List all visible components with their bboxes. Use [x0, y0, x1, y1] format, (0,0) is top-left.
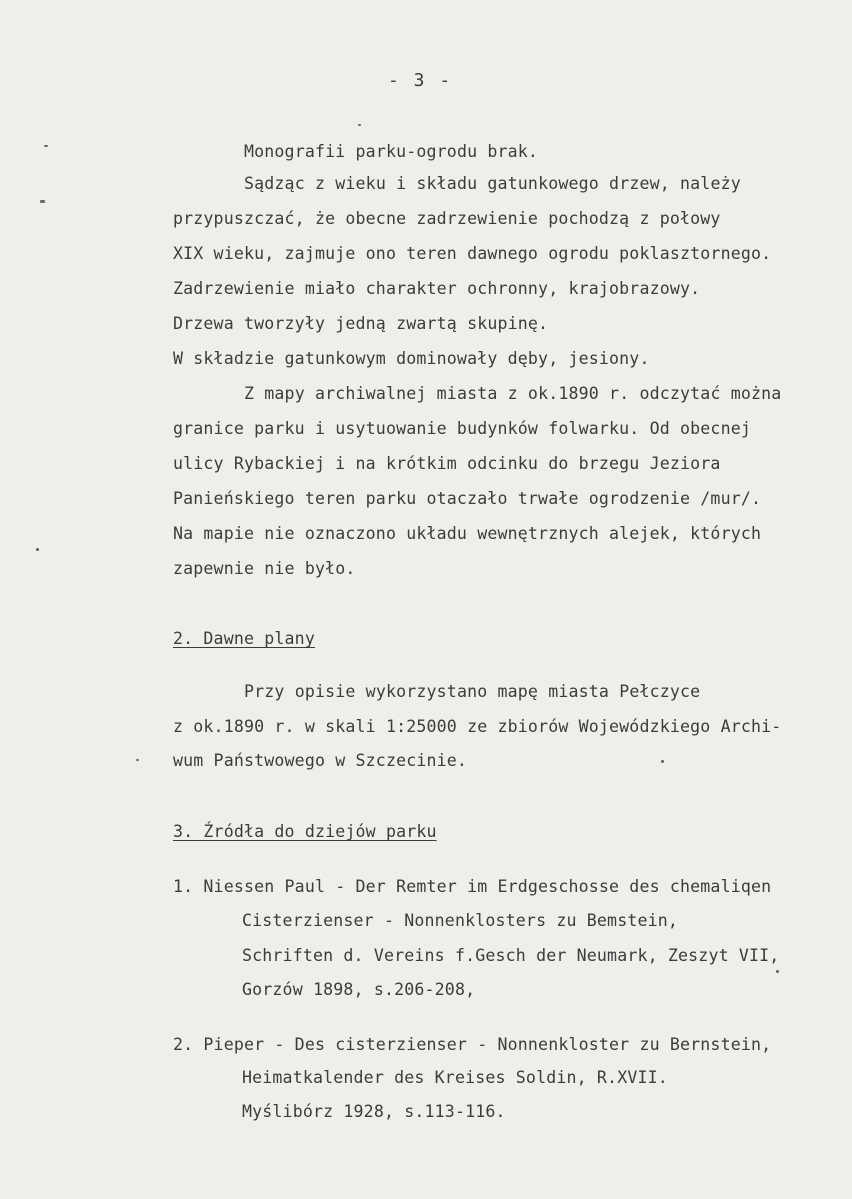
intro-line: Zadrzewienie miało charakter ochronny, krajobrazowy.: [173, 279, 701, 298]
bibliography-line: Heimatkalender des Kreises Soldin, R.XVII.: [242, 1068, 668, 1087]
intro-line: W składzie gatunkowym dominowały dęby, jesiony.: [173, 349, 650, 368]
margin-mark: [661, 760, 664, 763]
section2-line: z ok.1890 r. w skali 1:25000 ze zbiorów Wojewódzkiego Archi-: [173, 717, 782, 736]
page-number: - 3 -: [388, 70, 453, 91]
intro-line: Sądząc z wieku i składu gatunkowego drzew, należy: [244, 174, 741, 193]
margin-mark: [44, 145, 48, 147]
margin-mark: [358, 124, 361, 126]
margin-mark: [136, 759, 139, 761]
section2-line: Przy opisie wykorzystano mapę miasta Pełczyce: [244, 682, 701, 701]
intro-line: granice parku i usytuowanie budynków folwarku. Od obecnej: [173, 419, 751, 438]
section-heading-dawne-plany: 2. Dawne plany: [173, 629, 315, 648]
section2-line: wum Państwowego w Szczecinie.: [173, 751, 468, 770]
bibliography-line: 2. Pieper - Des cisterzienser - Nonnenkloster zu Bernstein,: [173, 1035, 772, 1054]
intro-line: zapewnie nie było.: [173, 559, 356, 578]
section-heading-zrodla: 3. Źródła do dziejów parku: [173, 822, 437, 841]
intro-line: XIX wieku, zajmuje ono teren dawnego ogrodu poklasztornego.: [173, 244, 772, 263]
intro-line: Drzewa tworzyły jedną zwartą skupinę.: [173, 314, 549, 333]
intro-line: przypuszczać, że obecne zadrzewienie pochodzą z połowy: [173, 209, 721, 228]
intro-line: ulicy Rybackiej i na krótkim odcinku do brzegu Jeziora: [173, 454, 721, 473]
margin-mark: [36, 548, 39, 551]
margin-mark: [776, 970, 779, 973]
margin-mark: [40, 200, 45, 203]
bibliography-line: Schriften d. Vereins f.Gesch der Neumark, Zeszyt VII,: [242, 946, 780, 965]
intro-line: Panieńskiego teren parku otaczało trwałe ogrodzenie /mur/.: [173, 489, 762, 508]
bibliography-line: Myślibórz 1928, s.113-116.: [242, 1102, 506, 1121]
intro-line: Z mapy archiwalnej miasta z ok.1890 r. odczytać można: [244, 384, 782, 403]
bibliography-line: 1. Niessen Paul - Der Remter im Erdgeschosse des chemaliqen: [173, 877, 772, 896]
intro-line: Na mapie nie oznaczono układu wewnętrznych alejek, których: [173, 524, 762, 543]
bibliography-line: Gorzów 1898, s.206-208,: [242, 980, 476, 999]
bibliography-line: Cisterzienser - Nonnenklosters zu Bemstein,: [242, 911, 679, 930]
intro-line: Monografii parku-ogrodu brak.: [244, 142, 539, 161]
